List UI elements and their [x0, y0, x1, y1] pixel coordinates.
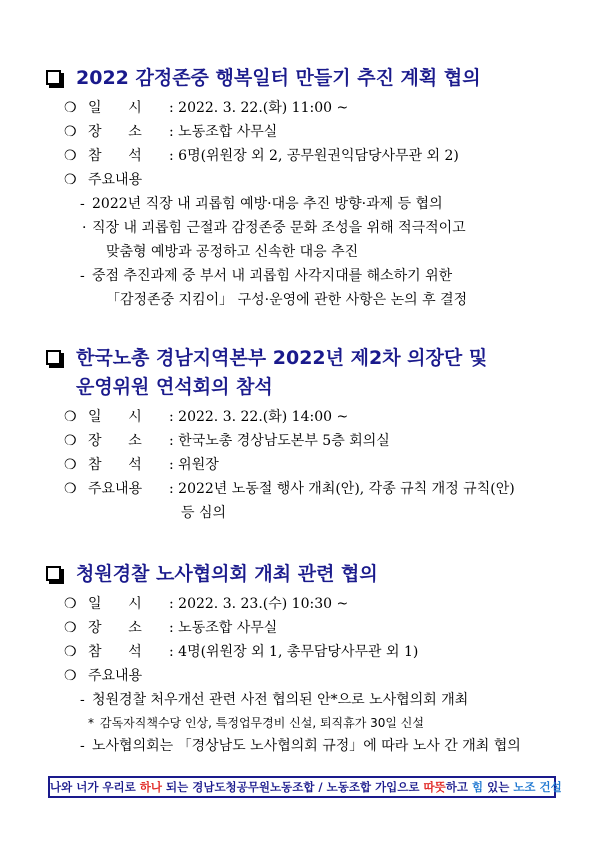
row-attendees: ❍ 참 석 : 4명(위원장 외 1, 총무담당사무관 외 1) [44, 641, 564, 665]
row-main-content-continuation: 등 심의 [181, 505, 227, 521]
hollow-circle-icon: ❍ [64, 644, 77, 660]
list-item-continuation: 「감정존중 지킴이」 구성·운영에 관한 사항은 논의 후 결정 [106, 292, 468, 308]
hollow-circle-icon: ❍ [64, 172, 77, 188]
row-date: ❍ 일 시 : 2022. 3. 22.(화) 11:00 ~ [44, 97, 564, 121]
row-attendees: ❍ 참 석 : 위원장 [44, 454, 564, 478]
hollow-circle-icon: ❍ [64, 457, 77, 473]
hollow-circle-icon: ❍ [64, 481, 77, 497]
section-2 [44, 344, 564, 526]
hollow-circle-icon: ❍ [64, 100, 77, 116]
list-item: - 노사협의회는 「경상남도 노사협의회 규정」에 따라 노사 간 개최 협의 [80, 738, 521, 754]
section-2-title: 한국노총 경남지역본부 2022년 제2차 의장단 및 운영위원 연석회의 참석 [44, 344, 564, 402]
hollow-circle-icon: ❍ [64, 124, 77, 140]
hollow-circle-icon: ❍ [64, 620, 77, 636]
row-date: ❍ 일 시 : 2022. 3. 22.(화) 14:00 ~ [44, 406, 564, 430]
hollow-circle-icon: ❍ [64, 433, 77, 449]
hollow-circle-icon: ❍ [64, 148, 77, 164]
checkbox-square-icon [46, 70, 61, 85]
row-place: ❍ 장 소 : 노동조합 사무실 [44, 121, 564, 145]
row-place: ❍ 장 소 : 한국노총 경상남도본부 5층 회의실 [44, 430, 564, 454]
list-item: - 2022년 직장 내 괴롭힘 예방·대응 추진 방향·과제 등 협의 [80, 196, 443, 212]
section-3-title: 청원경찰 노사협의회 개최 관련 협의 [44, 560, 564, 589]
list-item: · 직장 내 괴롭힘 근절과 감정존중 문화 조성을 위해 적극적이고 [82, 220, 466, 236]
row-attendees: ❍ 참 석 : 6명(위원장 외 2, 공무원권익담당사무관 외 2) [44, 145, 564, 169]
section-1-title: 2022 감정존중 행복일터 만들기 추진 계획 협의 [44, 64, 564, 93]
row-main-content: ❍ 주요내용 [44, 665, 564, 689]
row-main-content: ❍ 주요내용 [44, 169, 564, 193]
section-1 [44, 64, 564, 313]
row-main-content: ❍ 주요내용 : 2022년 노동절 행사 개최(안), 각종 규칙 개정 규칙(안) [44, 478, 564, 502]
hollow-circle-icon: ❍ [64, 668, 77, 684]
row-place: ❍ 장 소 : 노동조합 사무실 [44, 617, 564, 641]
list-item-continuation: 맞춤형 예방과 공정하고 신속한 대응 추진 [106, 244, 359, 260]
hollow-circle-icon: ❍ [64, 596, 77, 612]
checkbox-square-icon [46, 566, 61, 581]
section-3 [44, 560, 564, 759]
footer-slogan-banner: 나와 너가 우리로 하나 되는 경남도청공무원노동조합 / 노동조합 가입으로 따뜻하고 힘 있는 노조 건설 [48, 776, 556, 798]
footnote: * 감독자직책수당 인상, 특정업무경비 신설, 퇴직휴가 30일 신설 [88, 716, 424, 730]
row-date: ❍ 일 시 : 2022. 3. 23.(수) 10:30 ~ [44, 593, 564, 617]
list-item: - 중점 추진과제 중 부서 내 괴롭힘 사각지대를 해소하기 위한 [80, 268, 453, 284]
list-item: - 청원경찰 처우개선 관련 사전 협의된 안*으로 노사협의회 개최 [80, 692, 469, 708]
hollow-circle-icon: ❍ [64, 409, 77, 425]
checkbox-square-icon [46, 350, 61, 365]
